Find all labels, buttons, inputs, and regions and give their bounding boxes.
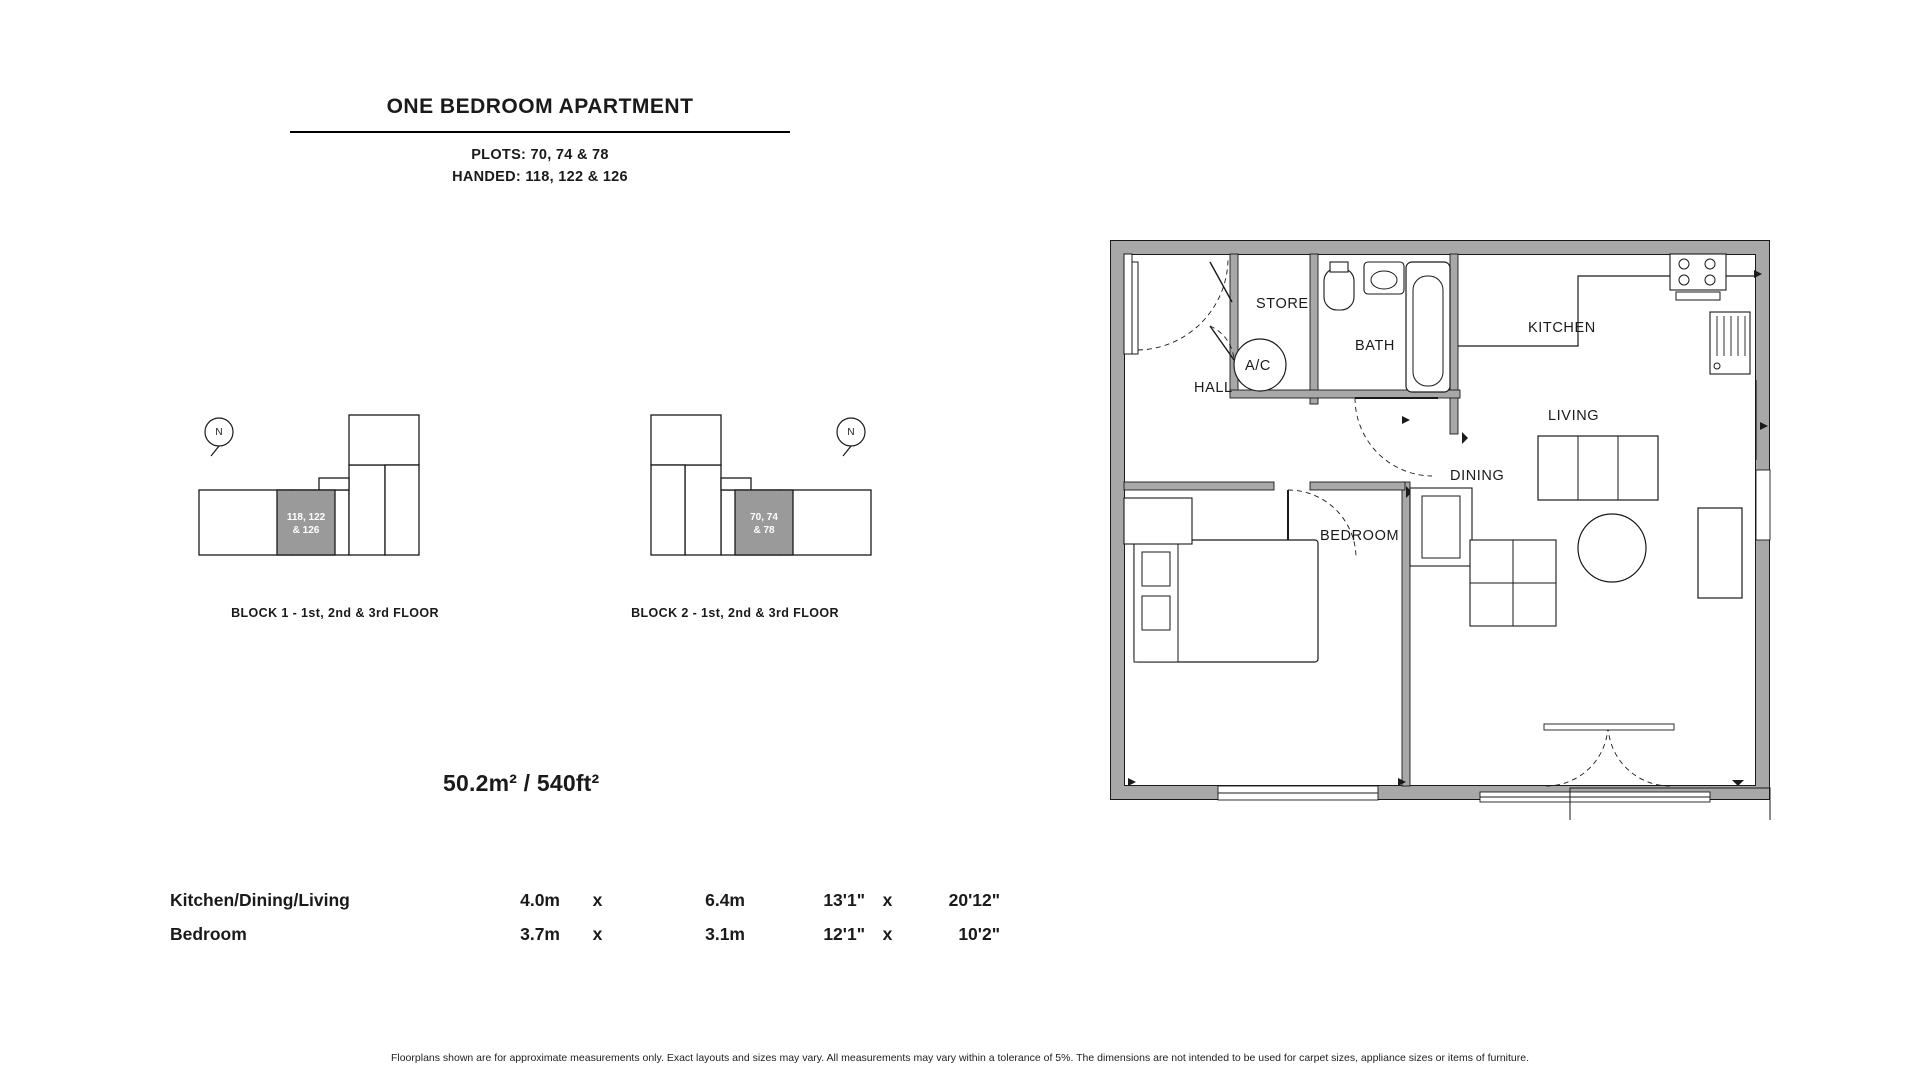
room-label-ac: A/C <box>1245 358 1271 374</box>
page-title: ONE BEDROOM APARTMENT <box>290 95 790 133</box>
row-metric-depth: 3.1m <box>705 924 745 944</box>
row-imperial-width: 13'1" <box>823 890 865 910</box>
table-row <box>170 924 1000 958</box>
disclaimer-text: Floorplans shown are for approximate measurements only. Exact layouts and sizes may vary. All measurements may vary within a tolerance of 5%. The dimensions are not intended to be used for carpet sizes, appliance sizes or items of furniture. <box>390 1052 1530 1064</box>
row-x-1: x <box>592 890 603 910</box>
room-label-kitchen: KITCHEN <box>1528 320 1596 336</box>
plots-line: PLOTS: 70, 74 & 78 <box>471 147 609 163</box>
bathroom-fittings <box>1324 262 1450 392</box>
compass-icon-1 <box>205 418 233 456</box>
total-area: 50.2m² / 540ft² <box>443 770 600 796</box>
room-label-hall: HALL <box>1194 380 1233 396</box>
row-imperial-depth: 10'2" <box>958 924 1000 944</box>
row-x-1: x <box>592 924 603 944</box>
row-metric-depth: 6.4m <box>705 890 745 910</box>
row-imperial-width: 12'1" <box>823 924 865 944</box>
keyplan-1-caption: BLOCK 1 - 1st, 2nd & 3rd FLOOR <box>231 606 439 620</box>
balcony-doors <box>1544 724 1770 820</box>
room-dimension-schedule <box>170 890 1000 958</box>
keyplan-block-2 <box>595 410 875 620</box>
kitchen-fittings <box>1458 254 1756 460</box>
keyplan-1-diagram <box>195 410 475 590</box>
row-x-2: x <box>882 890 893 910</box>
compass-label-2: N <box>847 427 855 438</box>
bathroom-door <box>1355 398 1438 476</box>
row-imperial-depth: 20'12" <box>948 890 1000 910</box>
row-metric-width: 4.0m <box>520 890 560 910</box>
keyplan-2-unit-label-line1: 70, 74 <box>750 512 778 523</box>
keyplan-1-unit-label-line1: 118, 122 <box>286 512 326 523</box>
room-label-bath: BATH <box>1355 338 1395 354</box>
keyplan-2-caption: BLOCK 2 - 1st, 2nd & 3rd FLOOR <box>631 606 839 620</box>
row-metric-width: 3.7m <box>520 924 560 944</box>
room-label-dining: DINING <box>1450 468 1505 484</box>
room-labels <box>1194 296 1599 544</box>
handed-line: HANDED: 118, 122 & 126 <box>452 169 628 185</box>
table-row <box>170 890 1000 924</box>
compass-label-1: N <box>215 427 223 438</box>
row-room-name: Bedroom <box>170 924 247 944</box>
room-label-bedroom: BEDROOM <box>1320 528 1400 544</box>
row-room-name: Kitchen/Dining/Living <box>170 890 350 910</box>
row-x-2: x <box>882 924 893 944</box>
compass-icon-2 <box>837 418 865 456</box>
room-label-store: STORE <box>1256 296 1309 312</box>
keyplan-block-1 <box>195 410 475 620</box>
keyplan-2-unit-label-line2: & 78 <box>753 525 775 536</box>
floorplan-drawing <box>1110 240 1790 825</box>
entry-door <box>1124 254 1232 354</box>
header <box>290 95 790 185</box>
living-furniture <box>1410 436 1742 626</box>
keyplan-2-diagram <box>595 410 875 590</box>
keyplan-1-unit-label-line2: & 126 <box>292 525 320 536</box>
floorplan-svg <box>1110 240 1790 820</box>
room-label-living: LIVING <box>1548 408 1600 424</box>
